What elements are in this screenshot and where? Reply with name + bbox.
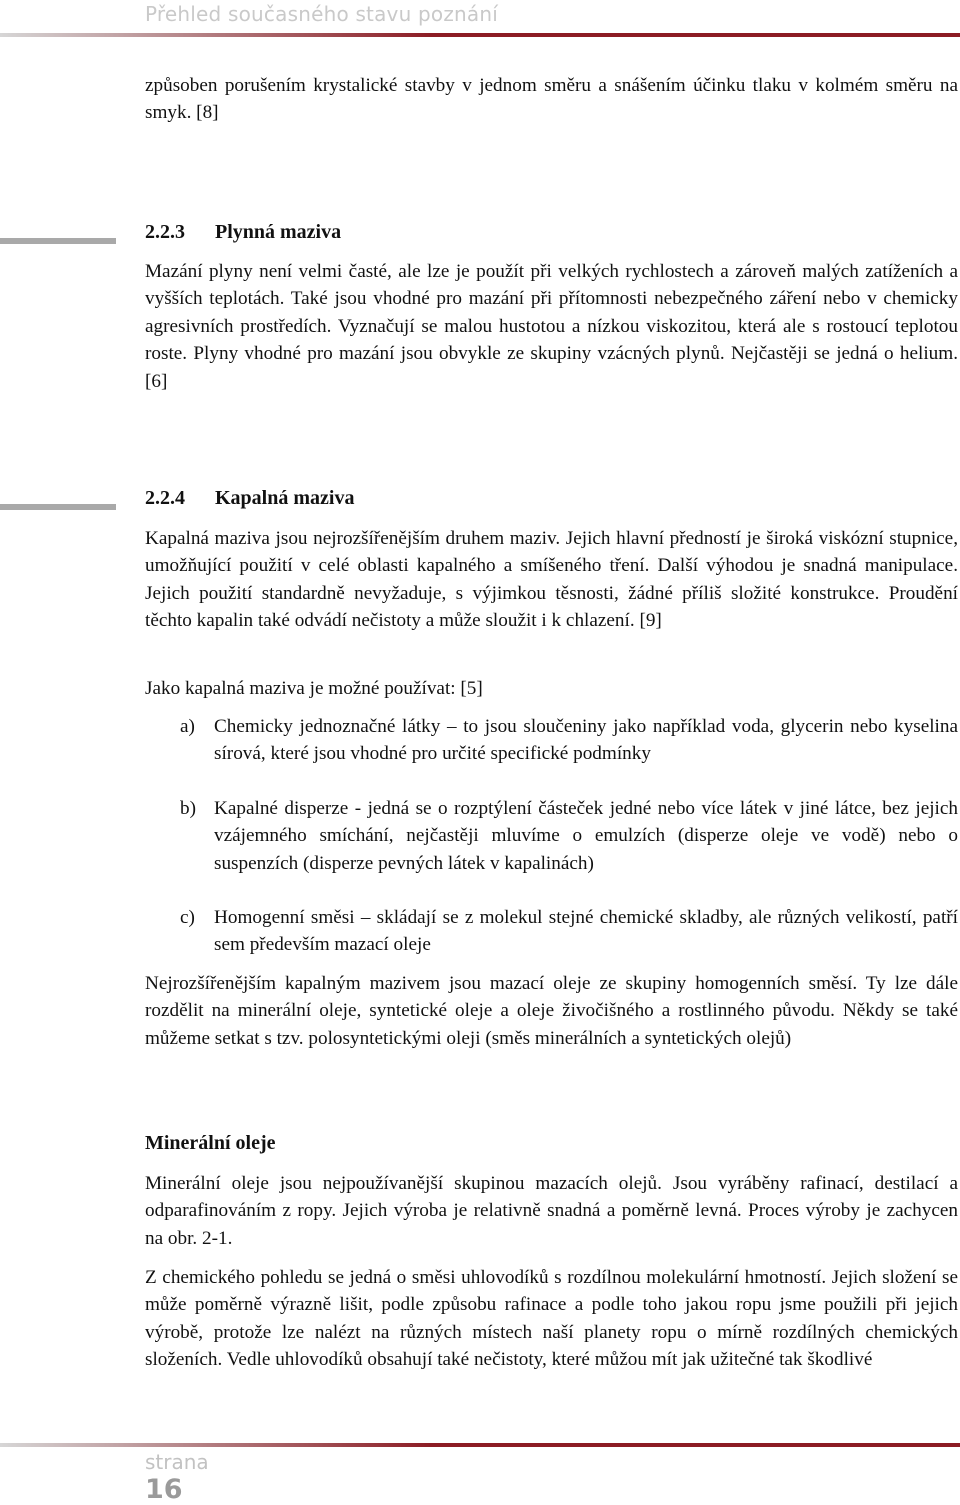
gas-text: Mazání plyny není velmi časté, ale lze je použít při velkých rychlostech a zároveň malých zatíženích a vyšších teplotách. Také jsou vhodné pro mazání při přítomnosti nebezpečného záření nebo v chemicky agresivních prostředích. Vyznačují se malou hustotou a nízkou viskozitou, která ale s rostoucí teplotou roste. Plyny vhodné pro mazání jsou obvykle ze skupiny vzácných plynů. Nejčastěji se jedná o helium. [6]	[145, 261, 958, 392]
mineral-text-1: Minerální oleje jsou nejpoužívanější skupinou mazacích olejů. Jsou vyráběny rafinací, destilací a odparafinováním z ropy. Jejich výroba je relativně snadná a poměrně levná. Proces výroby je zachycen na obr. 2-1.	[145, 1173, 958, 1249]
heading-mineral-oils: Minerální oleje	[145, 1132, 276, 1154]
list-item	[180, 713, 958, 768]
list-marker: a)	[180, 716, 195, 737]
mineral-paragraph-1	[145, 1170, 958, 1252]
list-item	[180, 795, 958, 877]
list-item-text: Chemicky jednoznačné látky – to jsou sloučeniny jako například voda, glycerin nebo kyselina sírová, které jsou vhodné pro určité specifické podmínky	[214, 716, 958, 765]
section-marker-bar	[0, 238, 116, 244]
mineral-paragraph-2	[145, 1264, 958, 1374]
heading-title: Plynná maziva	[215, 221, 342, 243]
liquid-text: Kapalná maziva jsou nejrozšířenějším druhem maziv. Jejich hlavní předností je široká viskózní stupnice, umožňující použití v celé oblasti kapalného a smíšeného tření. Další výhodou je snadná manipulace. Jejich použití standardně nevyžaduje, s výjimkou těsnosti, žádné příliš složité konstrukce. Proudění těchto kapalin také odvádí nečistoty a může sloužit i k chlazení. [9]	[145, 528, 958, 632]
list-marker: b)	[180, 798, 196, 819]
list-item-text: Homogenní směsi – skládají se z molekul stejné chemické skladby, ale různých velikostí, patří sem především mazací oleje	[214, 907, 958, 956]
list-item-text: Kapalné disperze - jedná se o rozptýlení částeček jedné nebo více látek v jiné látce, bez jejich vzájemného smíchání, nejčastěji mluvíme o emulzích (disperze oleje ve vodě) nebo o suspenzích (disperze pevných látek v kapalinách)	[214, 798, 958, 874]
footer-rule	[0, 1443, 960, 1447]
intro-text: způsoben porušením krystalické stavby v jednom směru a snášením účinku tlaku v kolmém směru na smyk. [8]	[145, 75, 958, 124]
gas-paragraph	[145, 258, 958, 395]
most-common-text: Nejrozšířenějším kapalným mazivem jsou mazací oleje ze skupiny homogenních směsí. Ty lze dále rozdělit na minerální oleje, syntetické oleje a oleje živočišného a rostlinného původu. Někdy se také můžeme setkat s tzv. polosyntetickými oleji (směs minerálních a syntetických olejů)	[145, 973, 958, 1049]
running-header-title: Přehled současného stavu poznání	[145, 2, 499, 26]
list-intro-paragraph	[145, 675, 958, 702]
liquid-paragraph	[145, 525, 958, 635]
heading-number: 2.2.3	[145, 221, 185, 243]
heading-number: 2.2.4	[145, 487, 185, 509]
footer-page-label: strana	[145, 1450, 209, 1474]
section-marker-bar	[0, 504, 116, 510]
intro-paragraph	[145, 72, 958, 127]
list-marker: c)	[180, 907, 195, 928]
header-rule	[0, 33, 960, 37]
heading-liquid-lubricants	[145, 487, 354, 510]
footer-page-number: 16	[145, 1474, 183, 1505]
most-common-paragraph	[145, 970, 958, 1052]
mineral-text-2: Z chemického pohledu se jedná o směsi uhlovodíků s rozdílnou molekulární hmotností. Jejich složení se může poměrně výrazně lišit, podle způsobu rafinace a podle toho jakou ropu jsme použili při jejich výrobě, protože lze nalézt na různých místech naší planety ropu o mírně rozdílných chemických složeních. Vedle uhlovodíků obsahují také nečistoty, které můžou mít jak užitečné tak škodlivé	[145, 1267, 958, 1371]
list-item	[180, 904, 958, 959]
heading-gas-lubricants	[145, 221, 341, 244]
list-intro-text: Jako kapalná maziva je možné používat: [5]	[145, 678, 483, 699]
heading-title: Kapalná maziva	[215, 487, 355, 509]
